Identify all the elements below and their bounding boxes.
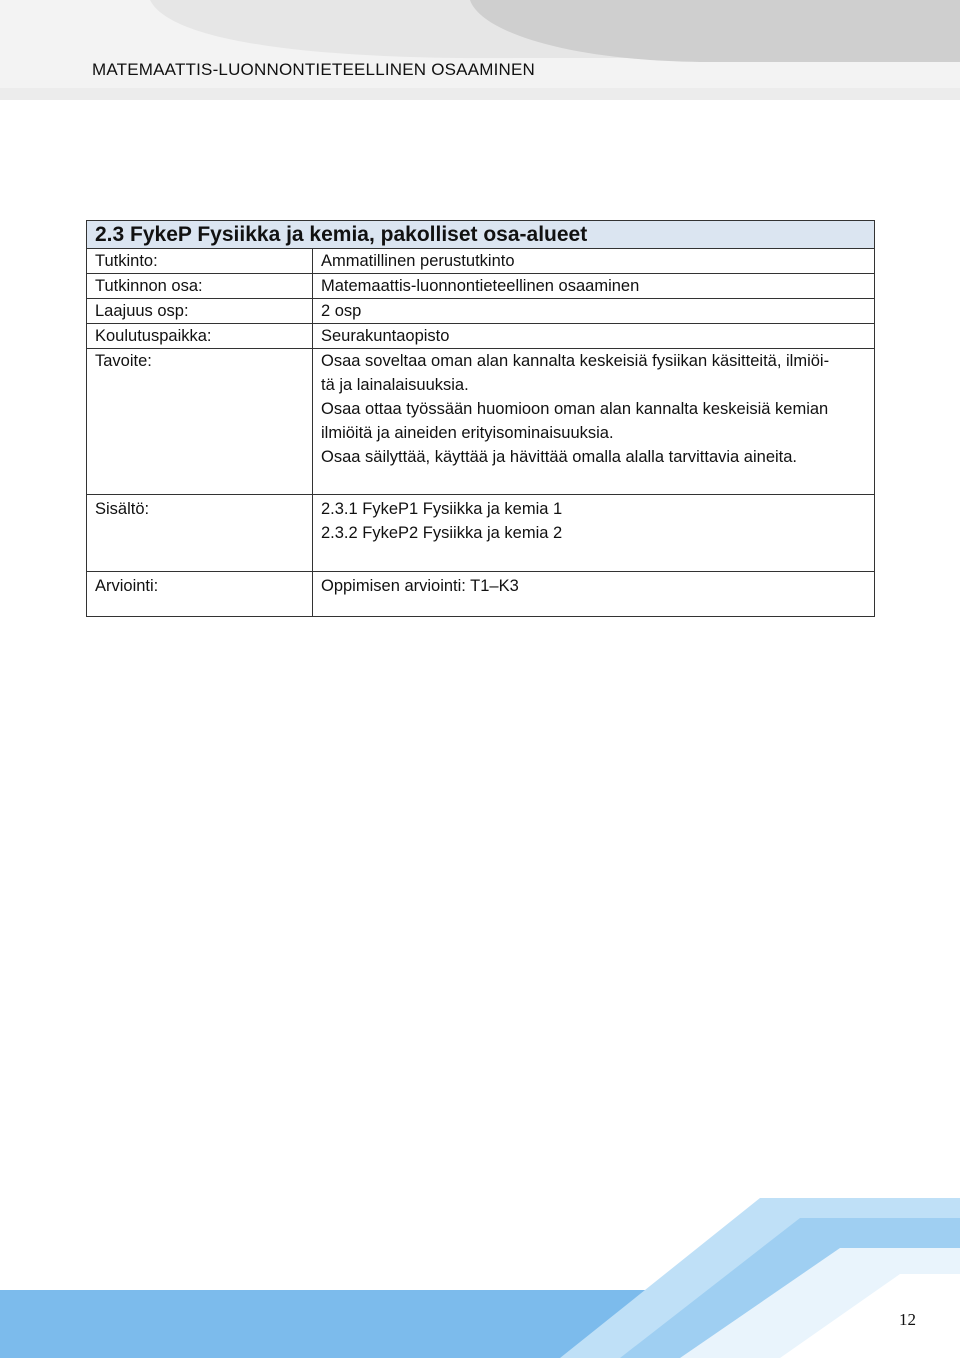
course-info-table (86, 220, 875, 617)
arviointi-label: Arviointi: (87, 572, 313, 617)
table-row (87, 299, 875, 324)
row-value: Seurakuntaopisto (313, 324, 875, 349)
row-label: Laajuus osp: (87, 299, 313, 324)
running-head: MATEMAATTIS-LUONNONTIETEELLINEN OSAAMINEN (92, 60, 536, 79)
sisalto-line: 2.3.1 FykeP1 Fysiikka ja kemia 1 (321, 500, 563, 518)
row-value: 2 osp (313, 299, 875, 324)
sisalto-label: Sisältö: (87, 495, 313, 572)
tavoite-line: Osaa ottaa työssään huomioon oman alan kannalta keskeisiä kemian (321, 400, 829, 418)
sisalto-text (313, 495, 875, 572)
row-value: Matemaattis-luonnontieteellinen osaaminen (313, 274, 875, 299)
page-number: 12 (899, 1310, 916, 1329)
table-title-row (87, 221, 875, 249)
header-decoration (0, 0, 960, 100)
tavoite-text (313, 349, 875, 495)
arviointi-value: Oppimisen arviointi: T1–K3 (313, 572, 875, 617)
footer-decoration (0, 1178, 960, 1358)
table-row (87, 274, 875, 299)
table-title: 2.3 FykeP Fysiikka ja kemia, pakolliset osa-alueet (87, 221, 875, 249)
sisalto-row (87, 495, 875, 572)
page-header (0, 0, 960, 100)
table-row (87, 324, 875, 349)
tavoite-label: Tavoite: (87, 349, 313, 495)
tavoite-line: tä ja lainalaisuuksia. (321, 376, 469, 394)
row-label: Tutkinnon osa: (87, 274, 313, 299)
row-label: Tutkinto: (87, 249, 313, 274)
tavoite-line: Osaa soveltaa oman alan kannalta keskeisiä fysiikan käsitteitä, ilmiöi- (321, 352, 830, 370)
tavoite-line: Osaa säilyttää, käyttää ja hävittää omalla alalla tarvittavia aineita. (321, 448, 798, 466)
row-label: Koulutuspaikka: (87, 324, 313, 349)
table-row (87, 249, 875, 274)
row-value: Ammatillinen perustutkinto (313, 249, 875, 274)
arviointi-row (87, 572, 875, 617)
tavoite-line: ilmiöitä ja aineiden erityisominaisuuksia. (321, 424, 614, 442)
sisalto-line: 2.3.2 FykeP2 Fysiikka ja kemia 2 (321, 524, 563, 542)
tavoite-row (87, 349, 875, 495)
